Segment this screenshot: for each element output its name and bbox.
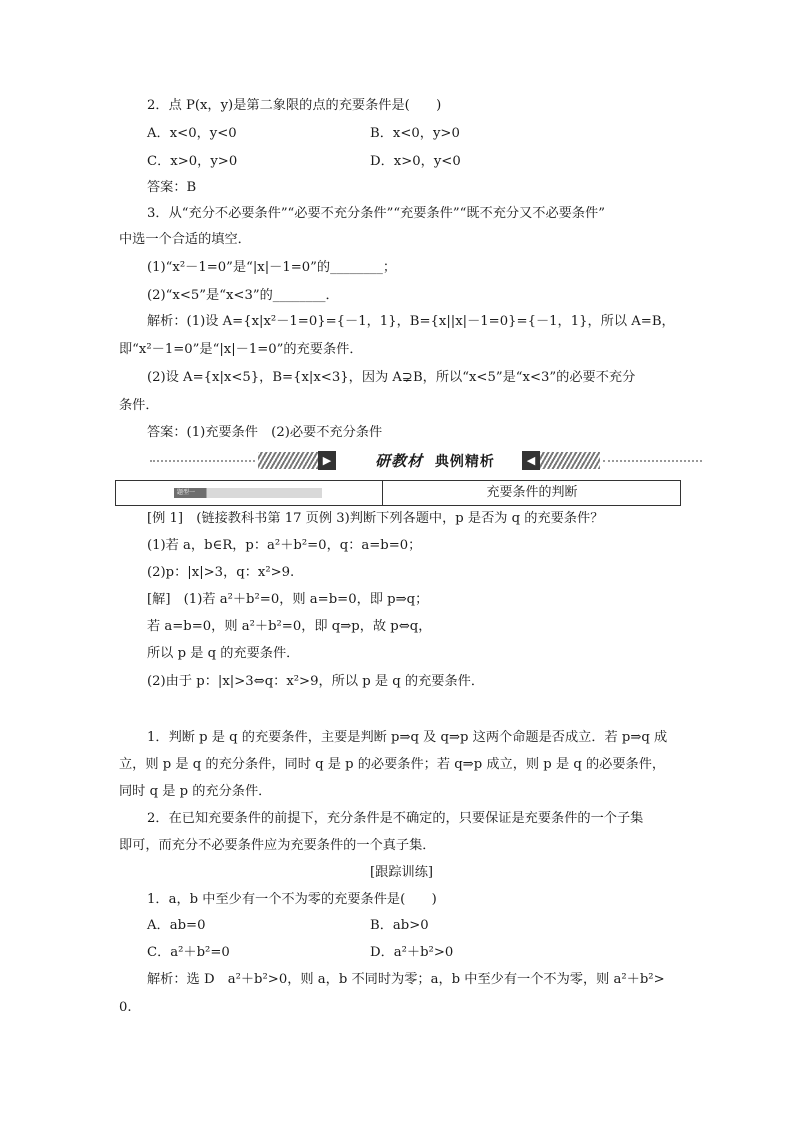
q3-analysis-line3: (2)设 A={x|x<5}，B={x|x<3}，因为 A⊋B，所以“x<5”是“x<3”的必要不充分	[147, 370, 636, 385]
example1-solution-line1: [解] (1)若 a²＋b²=0，则 a=b=0，即 p⇒q；	[147, 592, 429, 607]
method-p1-line1: 1．判断 p 是 q 的充要条件，主要是判断 p⇒q 及 q⇒p 这两个命题是否成立．若 p⇒q 成	[147, 730, 668, 745]
q2-option-b[interactable]	[370, 125, 460, 143]
example1-solution-line3: 所以 p 是 q 的充要条件．	[147, 646, 300, 661]
option-label: C．	[147, 945, 171, 960]
option-text: x<0，y>0	[392, 126, 460, 141]
banner-dotted-rule-right	[603, 460, 702, 462]
practice-option-d[interactable]	[370, 944, 453, 962]
practice-analysis-line1: 解析：选 D a²＋b²>0，则 a，b 不同时为零；a，b 中至少有一个不为零，则 a²＋b²>	[147, 972, 665, 987]
option-label: A．	[147, 126, 170, 141]
practice-option-a[interactable]	[147, 917, 205, 935]
banner-title	[355, 450, 515, 473]
q2-option-a[interactable]	[147, 125, 237, 143]
option-label: C．	[147, 154, 171, 169]
option-text: a²＋b²=0	[170, 945, 230, 960]
q3-part2: (2)“x<5”是“x<3”的________．	[147, 288, 339, 303]
banner-title-main: 研教材	[375, 452, 424, 470]
option-text: x>0，y>0	[170, 154, 238, 169]
q3-stem-line1: 3．从“充分不必要条件”“必要不充分条件”“充要条件”“既不充分又不必要条件”	[147, 206, 605, 221]
option-label: B．	[370, 918, 393, 933]
option-text: ab>0	[392, 918, 429, 933]
q2-option-c[interactable]	[147, 153, 237, 171]
example1-heading: [例 1] (链接教科书第 17 页例 3)判断下列各题中，p 是否为 q 的充要条件？	[147, 511, 604, 526]
q3-stem-line2: 中选一个合适的填空．	[119, 232, 251, 247]
banner-title-sub: 典例精析	[434, 454, 495, 470]
q2-option-d[interactable]	[370, 153, 461, 171]
banner-stripes-left	[258, 452, 318, 469]
practice-analysis-line2: 0.	[119, 1000, 132, 1015]
q3-answer: 答案：(1)充要条件 (2)必要不充分条件	[147, 425, 383, 440]
option-text: ab=0	[169, 918, 206, 933]
practice-heading: [跟踪训练]	[370, 865, 434, 880]
method-p2-line1: 2．在已知充要条件的前提下，充分条件是不确定的，只要保证是充要条件的一个子集	[147, 811, 644, 826]
banner-dotted-rule-left	[150, 460, 255, 462]
option-text: x>0，y<0	[393, 154, 461, 169]
practice-stem: 1．a，b 中至少有一个不为零的充要条件是( )	[147, 892, 437, 907]
practice-option-b[interactable]	[370, 917, 429, 935]
q2-answer: 答案：B	[147, 180, 197, 195]
topic-tag: 题型一	[174, 488, 322, 498]
option-text: a²＋b²>0	[393, 945, 454, 960]
topic-table	[115, 480, 681, 506]
q3-part1: (1)“x²－1=0”是“|x|－1=0”的________；	[147, 260, 397, 275]
banner-arrow-left-icon: ◀	[522, 451, 540, 470]
banner-arrow-right-icon: ▶	[318, 451, 336, 470]
topic-title: 充要条件的判断	[486, 485, 578, 500]
q3-analysis-line1: 解析：(1)设 A={x|x²－1=0}={－1，1}，B={x||x|－1=0}={－1，1}，所以 A=B，	[147, 314, 675, 329]
q3-analysis-line2: 即“x²－1=0”是“|x|－1=0”的充要条件．	[119, 342, 363, 357]
example1-solution-line4: (2)由于 p：|x|>3⇔q：x²>9，所以 p 是 q 的充要条件．	[147, 674, 485, 689]
option-label: D．	[370, 154, 394, 169]
option-label: A．	[147, 918, 170, 933]
method-p1-line2: 立，则 p 是 q 的充分条件，同时 q 是 p 的必要条件；若 q⇒p 成立，则 p 是 q 的必要条件，	[119, 757, 666, 772]
example1-item2: (2)p：|x|>3，q：x²>9.	[147, 565, 295, 580]
q3-analysis-line4: 条件．	[119, 398, 159, 413]
example1-solution-line2: 若 a=b=0，则 a²＋b²=0，即 q⇒p，故 p⇔q，	[147, 619, 432, 634]
section-banner	[150, 450, 702, 472]
q2-stem: 2．点 P(x，y)是第二象限的点的充要条件是( )	[147, 98, 442, 113]
banner-stripes-right	[540, 452, 600, 469]
method-p1-line3: 同时 q 是 p 的充分条件．	[119, 784, 272, 799]
option-label: B．	[370, 126, 393, 141]
example1-item1: (1)若 a，b∈R，p：a²＋b²=0，q：a=b=0；	[147, 538, 422, 553]
option-label: D．	[370, 945, 394, 960]
method-p2-line2: 即可，而充分不必要条件应为充要条件的一个真子集．	[119, 838, 436, 853]
practice-option-c[interactable]	[147, 944, 230, 962]
option-text: x<0，y<0	[169, 126, 237, 141]
